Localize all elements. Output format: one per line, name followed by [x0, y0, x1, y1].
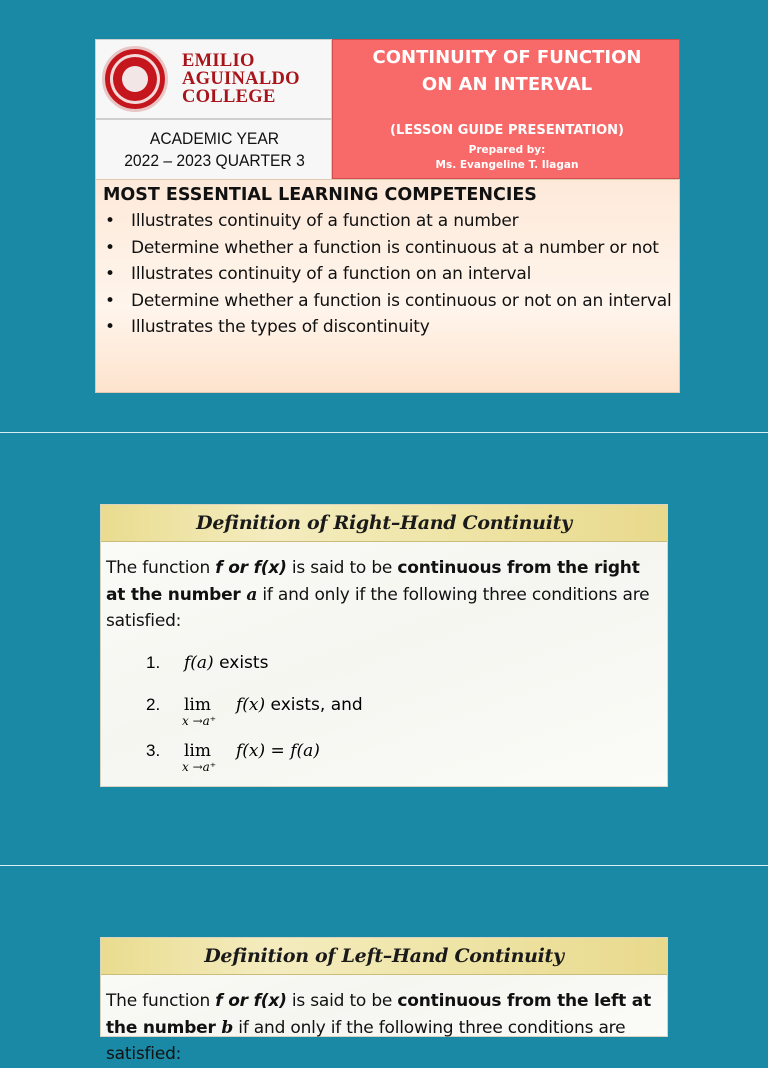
slide-title: Definition of Right–Hand Continuity: [101, 505, 667, 542]
list-item: • Determine whether a function is continuous or not on an interval: [105, 290, 672, 311]
list-item: • Illustrates continuity of a function on an interval: [105, 264, 532, 284]
condition-3: 3. lim x →a⁺ f(x) = f(a): [146, 740, 320, 774]
condition-2: 2. lim x →a⁺ f(x) exists, and: [146, 694, 363, 728]
competencies-list: [103, 208, 673, 341]
list-item: • Illustrates continuity of a function at a number: [105, 211, 519, 231]
slide-divider: [0, 432, 768, 433]
right-hand-continuity-slide: [100, 504, 668, 787]
slide-divider: [0, 865, 768, 866]
definition-text: The function f or f(x) is said to be continuous from the right at the number a if and only if the following three conditions are satisfied:: [106, 558, 650, 631]
definition-text: The function f or f(x) is said to be continuous from the left at the number b if and only if the following three conditions are satisfied:: [106, 991, 652, 1064]
competencies-panel: [95, 179, 680, 393]
slide-title: Definition of Left–Hand Continuity: [101, 938, 667, 975]
list-item: • Determine whether a function is continuous at a number or not: [105, 237, 659, 258]
lesson-title-panel: [332, 39, 680, 179]
academic-year: ACADEMIC YEAR 2022 – 2023 QUARTER 3: [124, 129, 305, 170]
list-item: • Illustrates the types of discontinuity: [105, 317, 430, 337]
competencies-heading: MOST ESSENTIAL LEARNING COMPETENCIES: [103, 185, 537, 205]
condition-1: 1. f(a) exists: [146, 652, 269, 673]
lesson-subtitle: (LESSON GUIDE PRESENTATION): [390, 123, 624, 138]
college-name: EMILIO AGUINALDO COLLEGE: [182, 51, 300, 107]
left-hand-continuity-slide: [100, 937, 668, 1064]
college-seal-icon: [102, 46, 168, 112]
lesson-title: CONTINUITY OF FUNCTION ON AN INTERVAL: [372, 47, 642, 95]
college-logo-panel: [95, 39, 332, 119]
title-slide: [95, 39, 680, 393]
prepared-by: Prepared by: Ms. Evangeline T. Ilagan: [435, 144, 579, 171]
